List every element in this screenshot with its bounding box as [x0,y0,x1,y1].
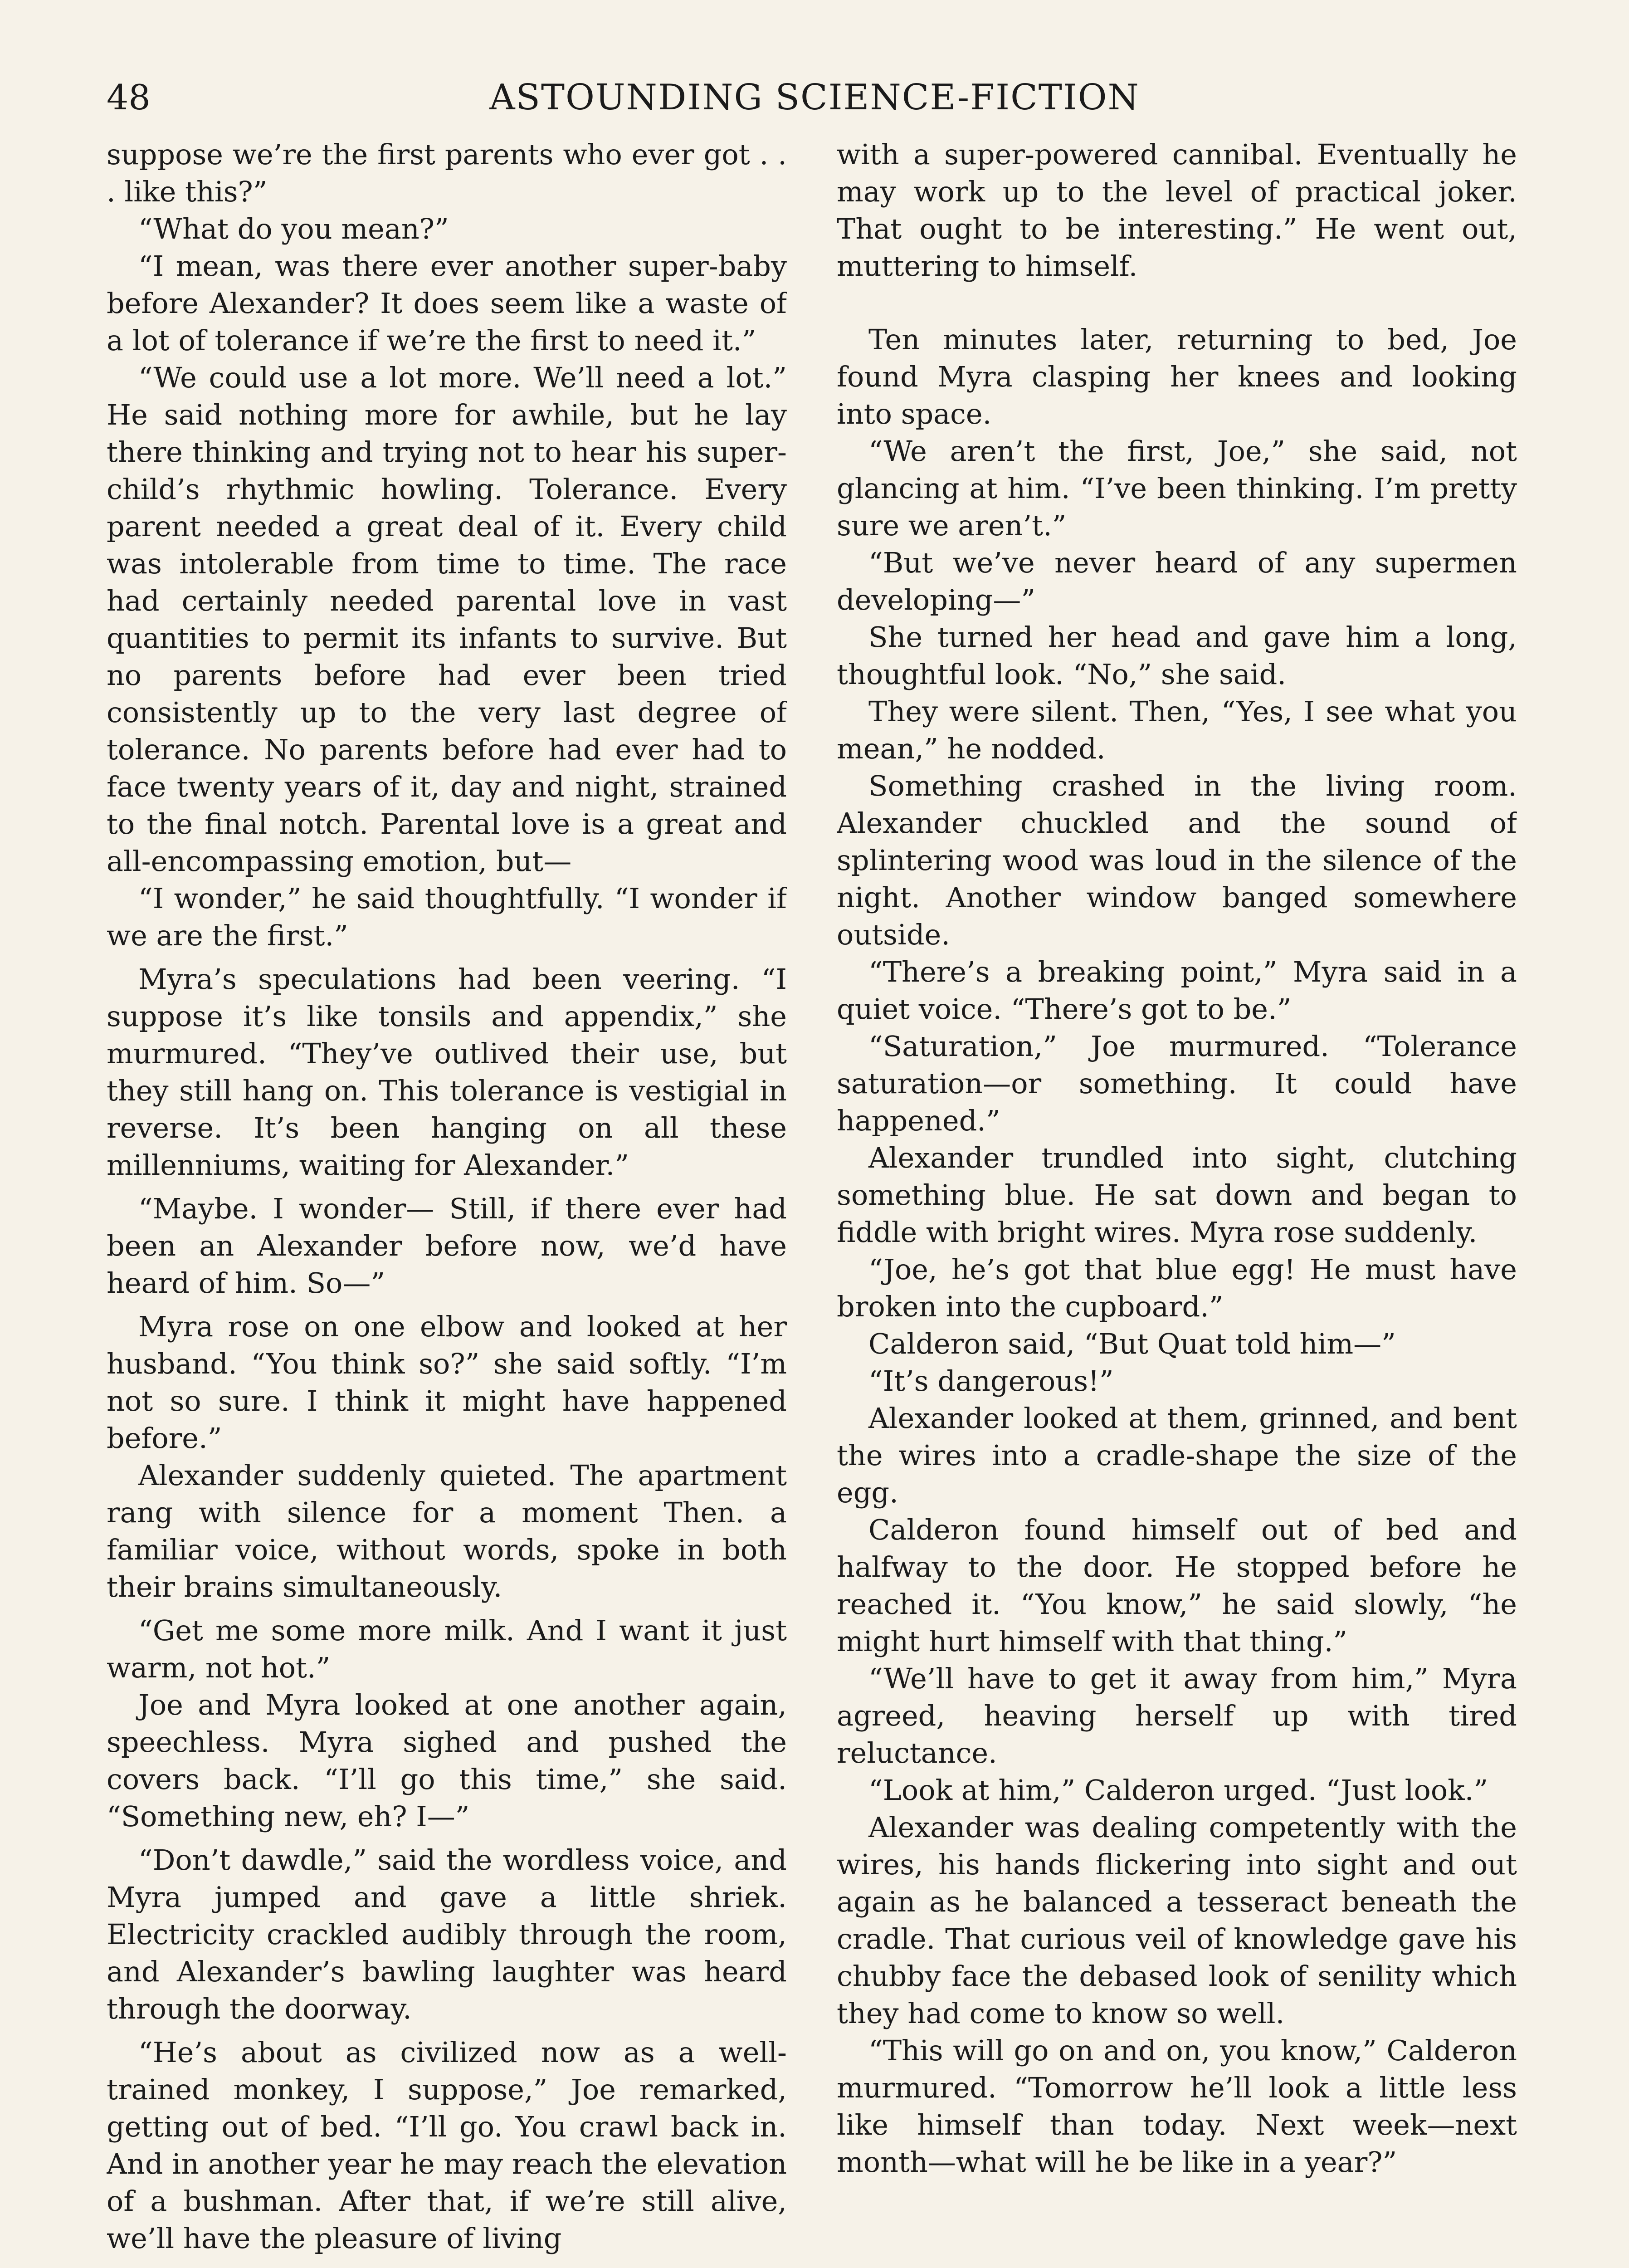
paragraph: “We aren’t the first, Joe,” she said, not glancing at him. “I’ve been thinking. I’m pretty sure we aren’t.” [837,435,1517,542]
paragraph: Joe and Myra looked at one another again, speechless. Myra sighed and pushed the covers back. “I’ll go this time,” she said. “Something new, eh? I—” [107,1688,787,1833]
paragraph: Calderon said, “But Quat told him—” [868,1327,1396,1360]
paragraph: “We could use a lot more. We’ll need a lot.” He said nothing more for awhile, but he lay there thinking and trying not to hear his super-child’s rhythmic howling. Tolerance. Every parent needed a great deal of it. Every child was intolerable from time to time. The race had certainly needed parental love in vast quantities to permit its infants to survive. But no parents before had ever been tried consistently up to the very last degree of tolerance. No parents before had ever had to face twenty years of it, day and night, strained to the final notch. Parental love is a great and all-encompassing emotion, but— [107,361,787,878]
paragraph: Alexander was dealing competently with the wires, his hands flickering into sight and out again as he balanced a tesseract beneath the cradle. That curious veil of knowledge gave his chubby face the debased look of senility which they had come to know so well. [837,1811,1517,2030]
paragraph: Something crashed in the living room. Alexander chuckled and the sound of splintering wood was loud in the silence of the night. Another window banged somewhere outside. [837,769,1517,951]
paragraph: “He’s about as civilized now as a well-trained monkey, I suppose,” Joe remarked, getting out of bed. “I’ll go. You crawl back in. And in another year he may reach the elevation of a bushman. After that, if we’re still alive, we’ll have the pleasure of living [107,2036,787,2255]
paragraph: “I wonder,” he said thoughtfully. “I wonder if we are the first.” [107,882,787,952]
paragraph: suppose we’re the first parents who ever got . . . like this?” [107,138,787,208]
paragraph: “Look at him,” Calderon urged. “Just look.” [868,1774,1488,1807]
paragraph: She turned her head and gave him a long, thoughtful look. “No,” she said. [837,621,1517,691]
paragraph: Myra rose on one elbow and looked at her husband. “You think so?” she said softly. “I’m not so sure. I think it might have happened before.” [107,1310,787,1455]
paragraph: “We’ll have to get it away from him,” Myra agreed, heaving herself up with tired reluctance. [837,1662,1517,1769]
paragraph: “I mean, was there ever another super-baby before Alexander? It does seem like a waste of a lot of tolerance if we’re the first to need it.” [107,249,787,357]
left-column [107,136,787,2268]
paragraph: Alexander suddenly quieted. The apartment rang with silence for a moment Then. a familiar voice, without words, spoke in both their brains simultaneously. [107,1459,787,1603]
paragraph: “Maybe. I wonder— Still, if there ever had been an Alexander before now, we’d have heard of him. So—” [107,1192,787,1300]
page-number: 48 [107,77,151,117]
paragraph: “Get me some more milk. And I want it just warm, not hot.” [107,1614,787,1684]
paragraph: Ten minutes later, returning to bed, Joe found Myra clasping her knees and looking into space. [837,323,1517,430]
paragraph: Alexander looked at them, grinned, and bent the wires into a cradle-shape the size of the egg. [837,1402,1517,1509]
running-head: ASTOUNDING SCIENCE-FICTION [489,77,1140,118]
paragraph: “This will go on and on, you know,” Calderon murmured. “Tomorrow he’ll look a little less like himself than today. Next week—next month—what will he be like in a year?” [837,2034,1517,2179]
page-header [107,68,1522,127]
paragraph: They were silent. Then, “Yes, I see what you mean,” he nodded. [837,695,1517,765]
paragraph: Myra’s speculations had been veering. “I suppose it’s like tonsils and appendix,” she murmured. “They’ve outlived their use, but they still hang on. This tolerance is vestigial in reverse. It’s been hanging on all these millenniums, waiting for Alexander.” [107,963,787,1182]
paragraph: “But we’ve never heard of any supermen developing—” [837,546,1517,616]
paragraph: “Saturation,” Joe murmured. “Tolerance saturation—or something. It could have happened.” [837,1030,1517,1137]
paragraph: “Don’t dawdle,” said the wordless voice, and Myra jumped and gave a little shriek. Electricity crackled audibly through the room, and Alexander’s bawling laughter was heard through the doorway. [107,1843,787,2025]
paragraph: Calderon found himself out of bed and halfway to the door. He stopped before he reached it. “You know,” he said slowly, “he might hurt himself with that thing.” [837,1513,1517,1658]
paragraph: “What do you mean?” [138,212,449,245]
right-column [837,136,1517,2268]
paragraph: “It’s dangerous!” [868,1364,1114,1398]
paragraph: “There’s a breaking point,” Myra said in a quiet voice. “There’s got to be.” [837,955,1517,1026]
paragraph: Alexander trundled into sight, clutching something blue. He sat down and began to fiddle with bright wires. Myra rose suddenly. [837,1141,1517,1249]
paragraph: with a super-powered cannibal. Eventually he may work up to the level of practical joker. That ought to be interesting.” He went out, muttering to himself. [837,138,1517,283]
paragraph: “Joe, he’s got that blue egg! He must have broken into the cupboard.” [837,1253,1517,1323]
